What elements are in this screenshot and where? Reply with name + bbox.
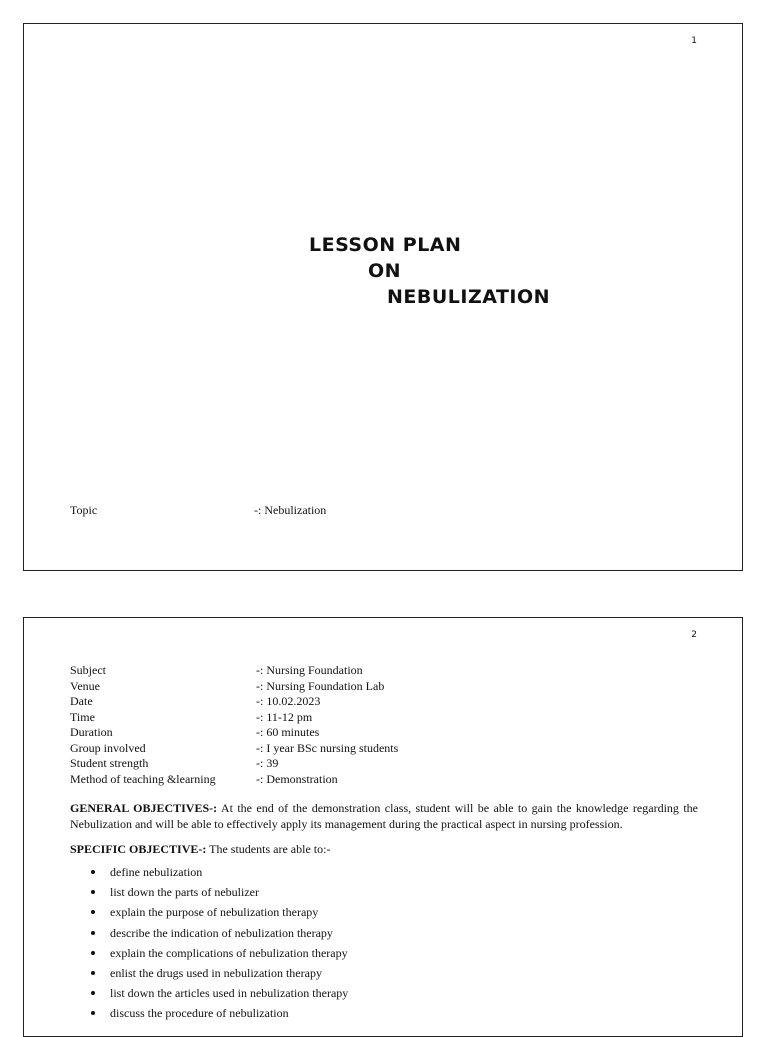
lesson-info-table [70,663,710,787]
specific-objective [70,842,330,858]
bullet-icon [91,951,95,955]
objective-text: define nebulization [110,865,203,879]
info-value: -: I year BSc nursing students [256,740,399,755]
info-value: -: Nursing Foundation [256,663,363,677]
bullet-icon [91,931,95,935]
info-label: Time [70,709,95,724]
topic-label: Topic [70,503,98,517]
title-line-3: NEBULIZATION [387,286,551,308]
info-value: -: 11-12 pm [256,709,313,724]
list-item [70,986,348,1006]
list-item [70,1006,348,1026]
objective-text: list down the parts of nebulizer [110,885,259,900]
title-line-2: ON [368,260,402,282]
general-objectives-text: At the end of the demonstration class, student will be able to gain the knowledge regarding the Nebulization and will be able to effectively apply its management during the practical aspect in nursing profession. [70,801,698,831]
list-item [70,946,348,966]
general-objectives [70,801,698,832]
specific-objective-text: The students are able to:- [206,842,331,856]
list-item [70,885,348,905]
objective-text: discuss the procedure of nebulization [110,1006,289,1021]
bullet-icon [91,971,95,975]
objective-text: describe the indication of nebulization therapy [110,925,333,940]
info-row-duration [70,725,710,741]
info-value: -: 10.02.2023 [256,694,321,708]
bullet-icon [91,1011,95,1015]
list-item [70,926,348,946]
topic-value: -: Nebulization [254,503,327,517]
general-objectives-label: GENERAL OBJECTIVES-: [70,801,218,815]
bullet-icon [91,991,95,995]
list-item [70,905,348,925]
list-item [70,865,348,885]
page-number: 2 [691,630,697,640]
specific-objective-label: SPECIFIC OBJECTIVE-: [70,842,207,856]
objective-text: enlist the drugs used in nebulization therapy [110,965,322,980]
info-label: Duration [70,725,113,739]
info-label: Date [70,694,93,708]
info-row-strength [70,756,710,772]
info-label: Method of teaching &learning [70,771,216,786]
info-label: Subject [70,663,106,677]
info-label: Student strength [70,756,149,770]
info-value: -: Nursing Foundation Lab [256,678,385,693]
title-line-1: LESSON PLAN [309,234,462,256]
info-label: Group involved [70,740,146,755]
objective-text: list down the articles used in nebulization therapy [110,986,349,1001]
bullet-icon [91,890,95,894]
info-value: -: Demonstration [256,771,338,786]
info-label: Venue [70,678,100,693]
list-item [70,966,348,986]
objectives-list [70,865,348,1027]
info-row-subject [70,663,710,679]
document-page-1 [23,23,743,571]
info-row-time [70,710,710,726]
info-row-group [70,741,710,757]
info-row-method [70,772,710,788]
info-row-venue [70,679,710,695]
objective-text: explain the complications of nebulization therapy [110,945,348,960]
page-number: 1 [691,36,697,46]
info-value: -: 60 minutes [256,725,320,739]
info-value: -: 39 [256,756,279,770]
bullet-icon [91,870,95,874]
bullet-icon [91,910,95,914]
info-row-date [70,694,710,710]
document-page-2 [23,617,743,1037]
objective-text: explain the purpose of nebulization therapy [110,905,319,920]
